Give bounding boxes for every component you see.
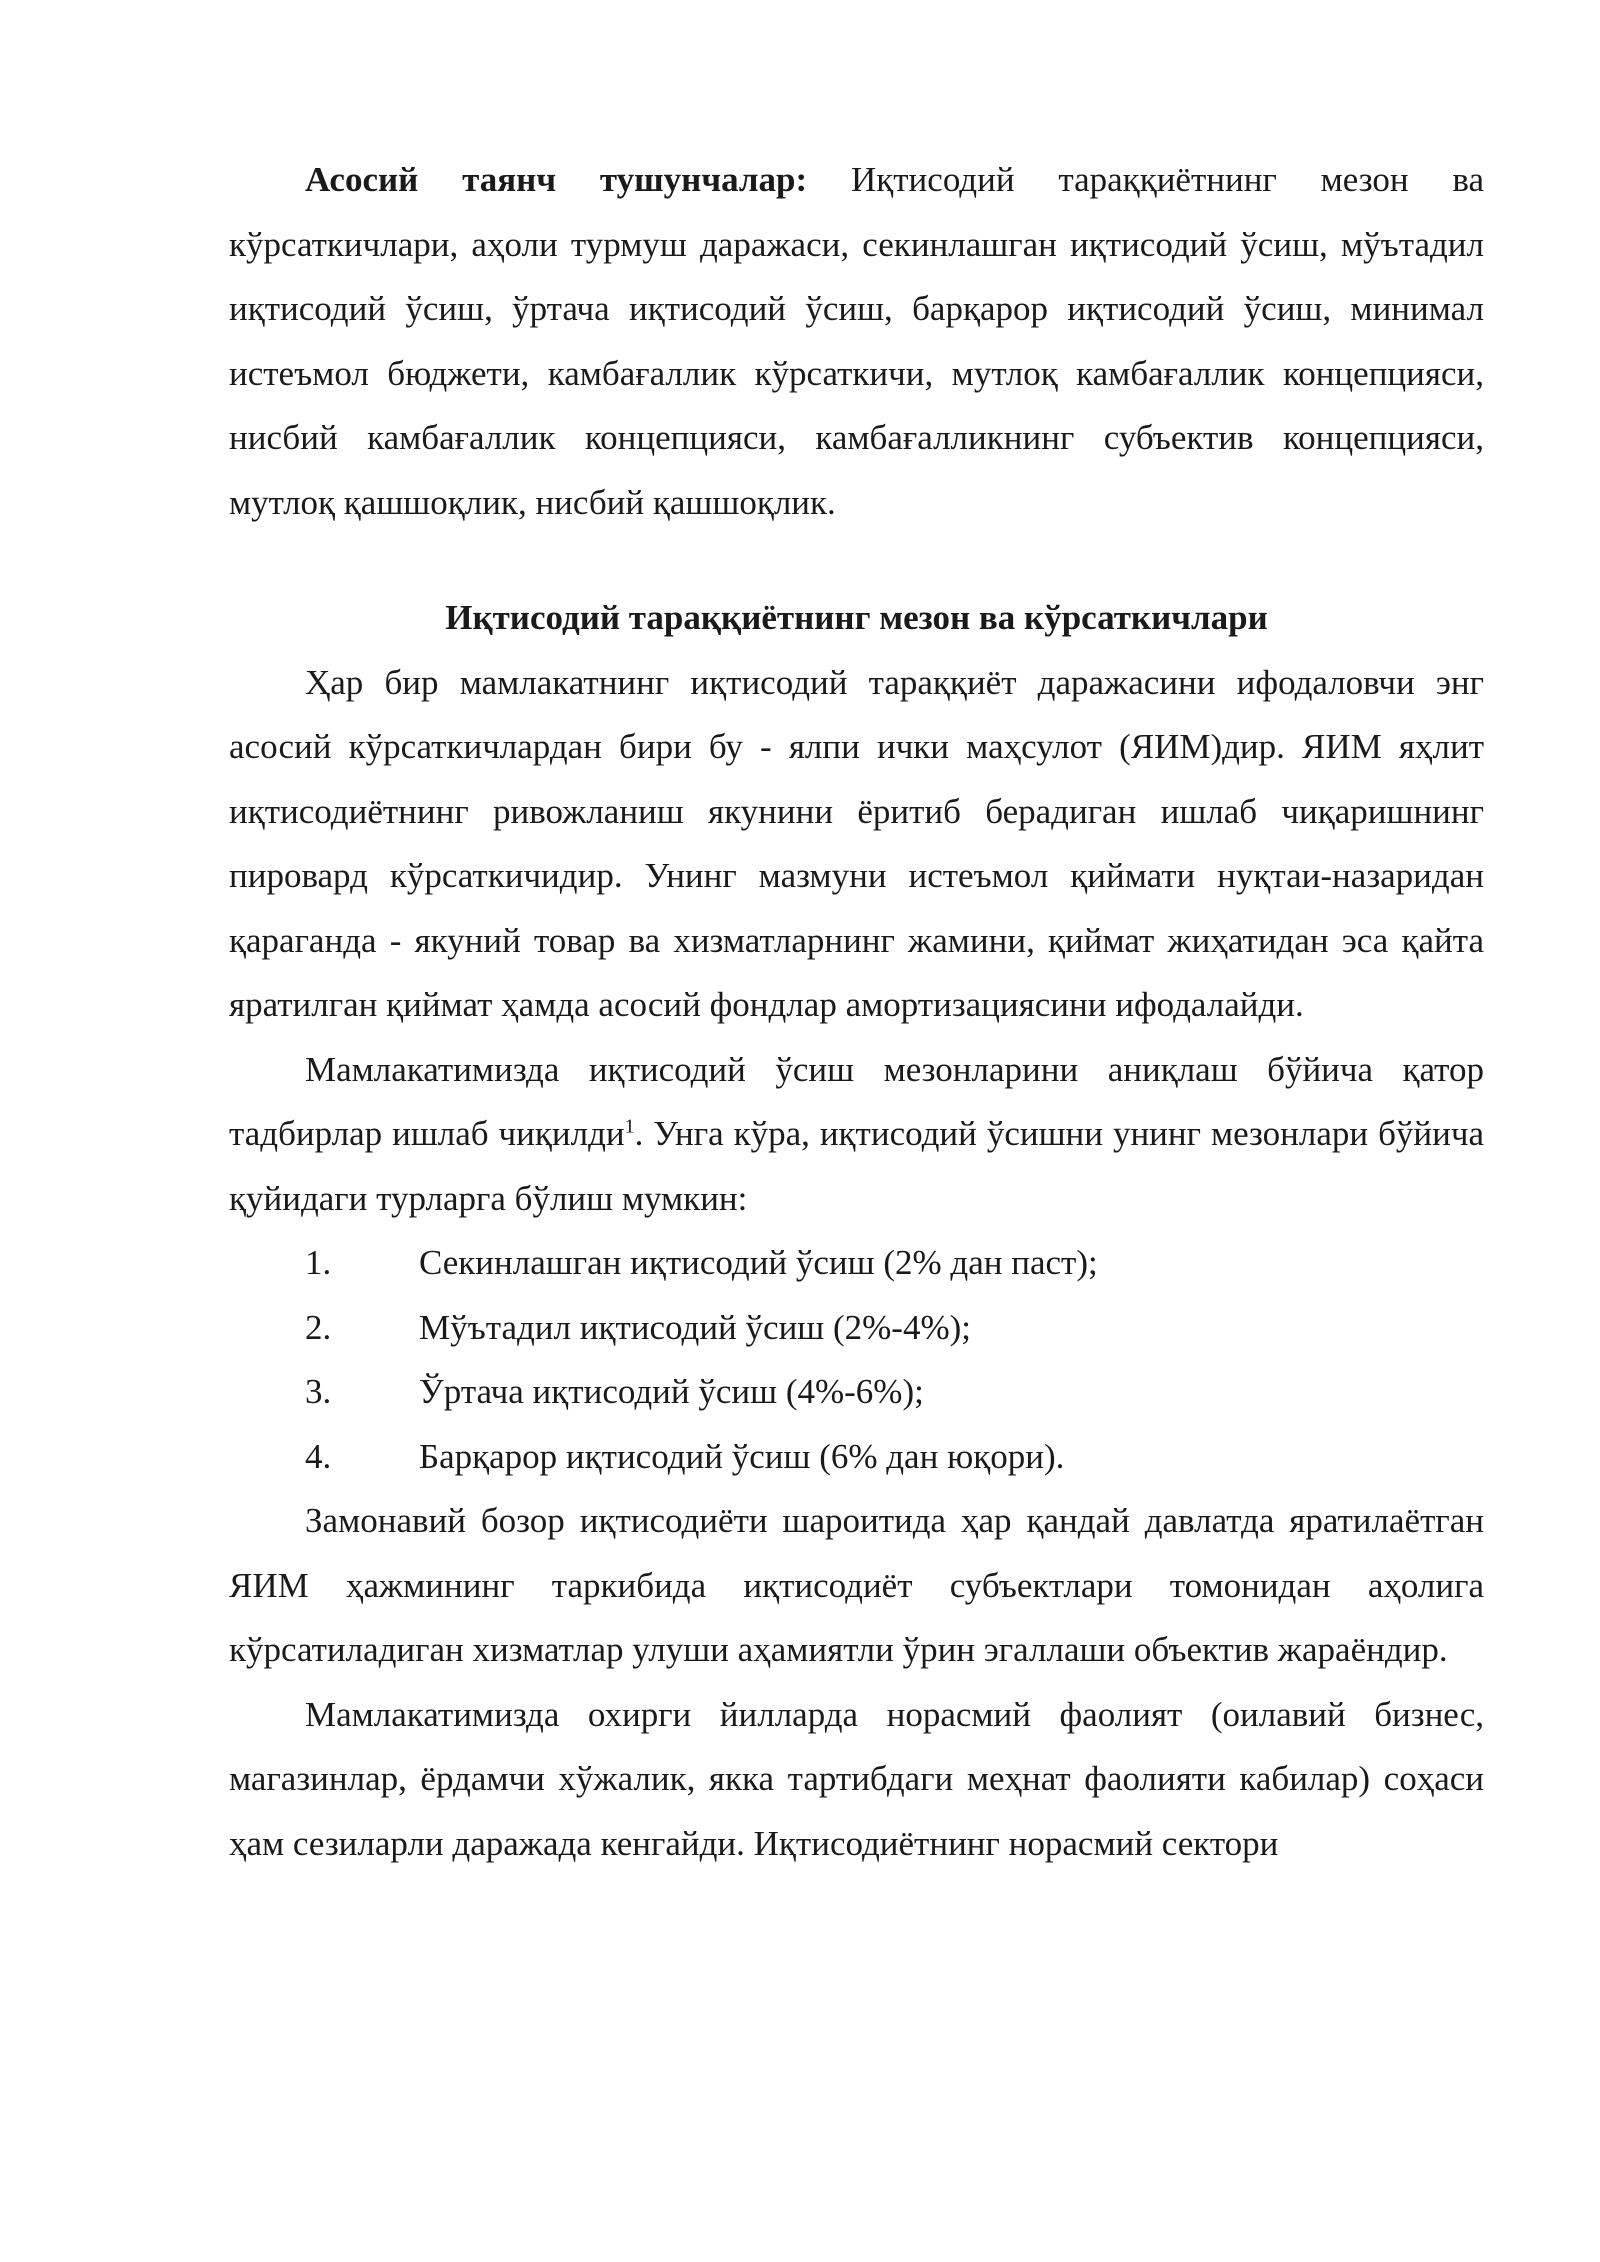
list-item-text: Ўртача иқтисодий ўсиш (4%-6%); — [419, 1372, 924, 1411]
growth-criteria-text-start: Мамлакатимизда иқтисодий ўсиш мезонларини аниқлаш бўйича қатор тадбирлар ишлаб чиқилди — [229, 1049, 1484, 1153]
growth-types-list — [229, 1231, 1484, 1489]
list-item — [229, 1296, 1484, 1361]
paragraph-services-share: Замонавий бозор иқтисодиёти шароитида ҳар қандай давлатда яратилаётган ЯИМ ҳажмининг таркибида иқтисодиёт субъектлари томонидан аҳолига кўрсатиладиган хизматлар улуши аҳамиятли ўрин эгаллаши объектив жараёндир. — [229, 1501, 1484, 1669]
growth-criteria-text-end: . Унга кўра, иқтисодий ўсишни унинг мезонлари бўйича қуйидаги турларга бўлиш мумкин: — [229, 1114, 1484, 1218]
paragraph-informal-sector: Мамлакатимизда охирги йилларда норасмий фаолият (оилавий бизнес, магазинлар, ёрдамчи хўжалик, якка тартибдаги меҳнат фаолияти кабилар) соҳаси ҳам сезиларли даражада кенгайди. Иқтисодиётнинг норасмий сектори — [229, 1694, 1484, 1863]
paragraph-growth-criteria — [229, 1038, 1484, 1232]
list-item-number: 3. — [305, 1372, 332, 1411]
list-item-number: 1. — [305, 1243, 332, 1282]
list-item-text: Мўътадил иқтисодий ўсиш (2%-4%); — [419, 1307, 972, 1347]
key-concepts-paragraph — [229, 148, 1484, 535]
list-item-text: Барқарор иқтисодий ўсиш (6% дан юқори). — [419, 1436, 1065, 1476]
key-concepts-text: Иқтисодий тараққиётнинг мезон ва кўрсаткичлари, аҳоли турмуш даражаси, секинлашган иқтисодий ўсиш, мўътадил иқтисодий ўсиш, ўртача иқтисодий ўсиш, барқарор иқтисодий ўсиш, минимал истеъмол бюджети, камбағаллик кўрсаткичи, мутлоқ камбағаллик концепцияси, нисбий камбағаллик концепцияси, камбағалликнинг субъектив концепцияси, мутлоқ қашшоқлик, нисбий қашшоқлик. — [229, 160, 1484, 522]
key-concepts-label: Асосий таянч тушунчалар: — [305, 160, 808, 199]
document-page — [229, 148, 1484, 1876]
section-heading: Иқтисодий тараққиётнинг мезон ва кўрсаткичлари — [445, 598, 1268, 637]
list-item — [229, 1425, 1484, 1490]
paragraph-gdp: Ҳар бир мамлакатнинг иқтисодий тараққиёт даражасини ифодаловчи энг асосий кўрсаткичлардан бири бу - ялпи ички маҳсулот (ЯИМ)дир. ЯИМ яҳлит иқтисодиётнинг ривожланиш якунини ёритиб берадиган ишлаб чиқаришнинг пировард кўрсаткичидир. Унинг мазмуни истеъмол қиймати нуқтаи-назаридан қараганда - якуний товар ва хизматларнинг жамини, қиймат жиҳатидан эса қайта яратилган қиймат ҳамда асосий фондлар амортизациясини ифодалайди. — [229, 662, 1484, 1024]
list-item — [229, 1360, 1484, 1425]
list-item-text: Секинлашган иқтисодий ўсиш (2% дан паст); — [419, 1243, 1098, 1282]
list-item — [229, 1231, 1484, 1296]
list-item-number: 4. — [305, 1436, 332, 1476]
footnote-reference[interactable]: 1 — [624, 1115, 635, 1138]
list-item-number: 2. — [305, 1307, 332, 1347]
